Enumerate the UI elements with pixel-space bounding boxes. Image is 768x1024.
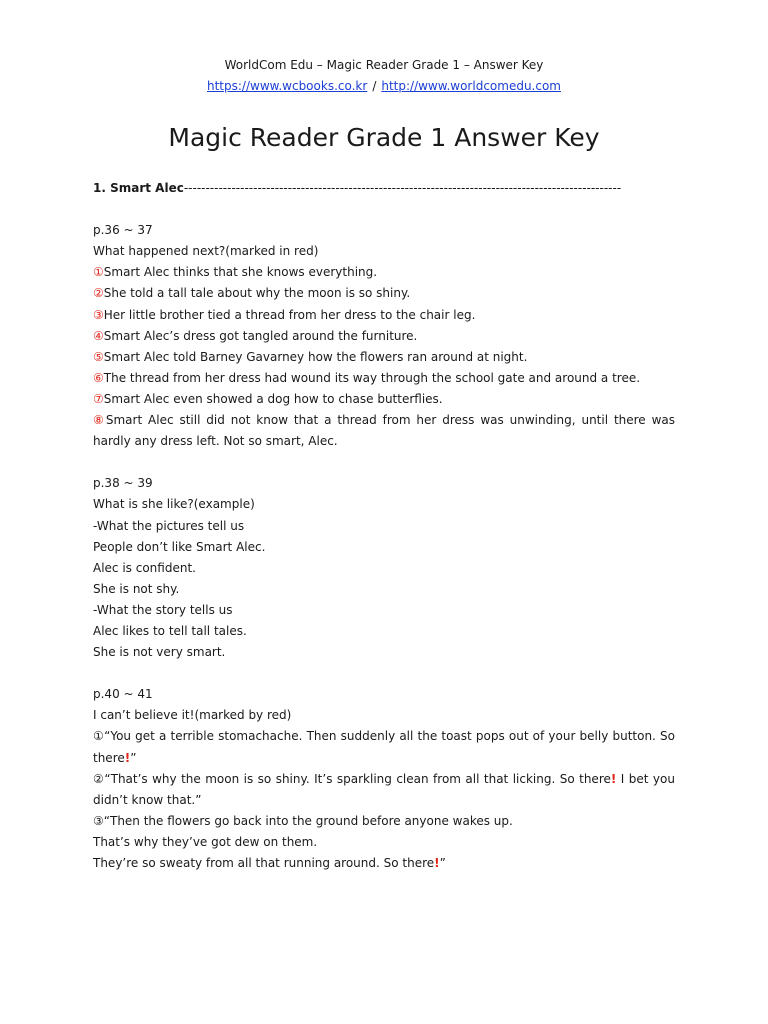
circled-number: ⑥ (93, 370, 104, 385)
answer-line: She is not very smart. (93, 645, 226, 660)
list-item: ②She told a tall tale about why the moon is so shiny. (93, 286, 411, 301)
answer-line: Alec likes to tell tall tales. (93, 623, 247, 638)
instruction-1: What happened next?(marked in red) (93, 244, 319, 259)
quote-line: They’re so sweaty from all that running around. So there!” (93, 856, 446, 870)
list-item: ⑦Smart Alec even showed a dog how to chase butterflies. (93, 391, 443, 406)
section-title: 1. Smart Alec (93, 181, 184, 195)
worldcomedu-link[interactable]: http://www.worldcomedu.com (381, 79, 561, 93)
quote-item: ②“That’s why the moon is so shiny. It’s sparkling clean from all that licking. So there! I bet you didn’t know that.” (93, 771, 675, 807)
circled-number: ② (93, 286, 104, 301)
red-exclamation: ! (434, 856, 440, 870)
document-body (93, 178, 675, 874)
link-separator: / (372, 79, 377, 93)
circled-number: ④ (93, 328, 104, 343)
circled-number: ⑤ (93, 349, 104, 364)
list-item: ④Smart Alec’s dress got tangled around the furniture. (93, 328, 418, 343)
red-exclamation: ! (610, 771, 617, 786)
instruction-2: What is she like?(example) (93, 497, 255, 512)
quote-line: That’s why they’ve got dew on them. (93, 834, 318, 849)
quote-item: ③“Then the flowers go back into the ground before anyone wakes up. (93, 813, 513, 828)
quote-item: ①“You get a terrible stomachache. Then suddenly all the toast pops out of your belly button. So there!” (93, 729, 675, 765)
circled-number: ⑧ (93, 413, 106, 428)
page-title: Magic Reader Grade 1 Answer Key (168, 123, 600, 152)
circled-number: ③ (93, 813, 104, 828)
page-range-2: p.38 ~ 39 (93, 476, 153, 491)
section-dashes: ----------------------------------------------------------------------------------------------------- (183, 181, 622, 195)
page-range-3: p.40 ~ 41 (93, 687, 153, 702)
circled-number: ① (93, 729, 105, 744)
header-links (0, 76, 768, 97)
answer-line: -What the pictures tell us (93, 518, 245, 533)
page-range-1: p.36 ~ 37 (93, 223, 153, 238)
circled-number: ⑦ (93, 391, 104, 406)
list-item: ⑤Smart Alec told Barney Gavarney how the flowers ran around at night. (93, 349, 528, 364)
section-heading (93, 178, 675, 199)
red-exclamation: ! (124, 750, 131, 765)
list-item: ⑧Smart Alec still did not know that a thread from her dress was unwinding, until there was hardly any dress left. Not so smart, Alec. (93, 413, 675, 449)
circled-number: ① (93, 265, 104, 280)
wcbooks-link[interactable]: https://www.wcbooks.co.kr (206, 79, 368, 93)
circled-number: ③ (93, 307, 104, 322)
list-item: ⑥The thread from her dress had wound its way through the school gate and around a tree. (93, 370, 641, 385)
list-item: ①Smart Alec thinks that she knows everything. (93, 265, 378, 280)
circled-number: ② (93, 771, 105, 786)
list-item: ③Her little brother tied a thread from her dress to the chair leg. (93, 307, 476, 322)
instruction-3: I can’t believe it!(marked by red) (93, 708, 292, 723)
answer-line: People don’t like Smart Alec. (93, 539, 266, 554)
page-header (0, 55, 768, 97)
answer-line: -What the story tells us (93, 602, 233, 617)
answer-line: She is not shy. (93, 581, 180, 596)
answer-line: Alec is confident. (93, 560, 196, 575)
header-title: WorldCom Edu – Magic Reader Grade 1 – Answer Key (224, 58, 544, 72)
